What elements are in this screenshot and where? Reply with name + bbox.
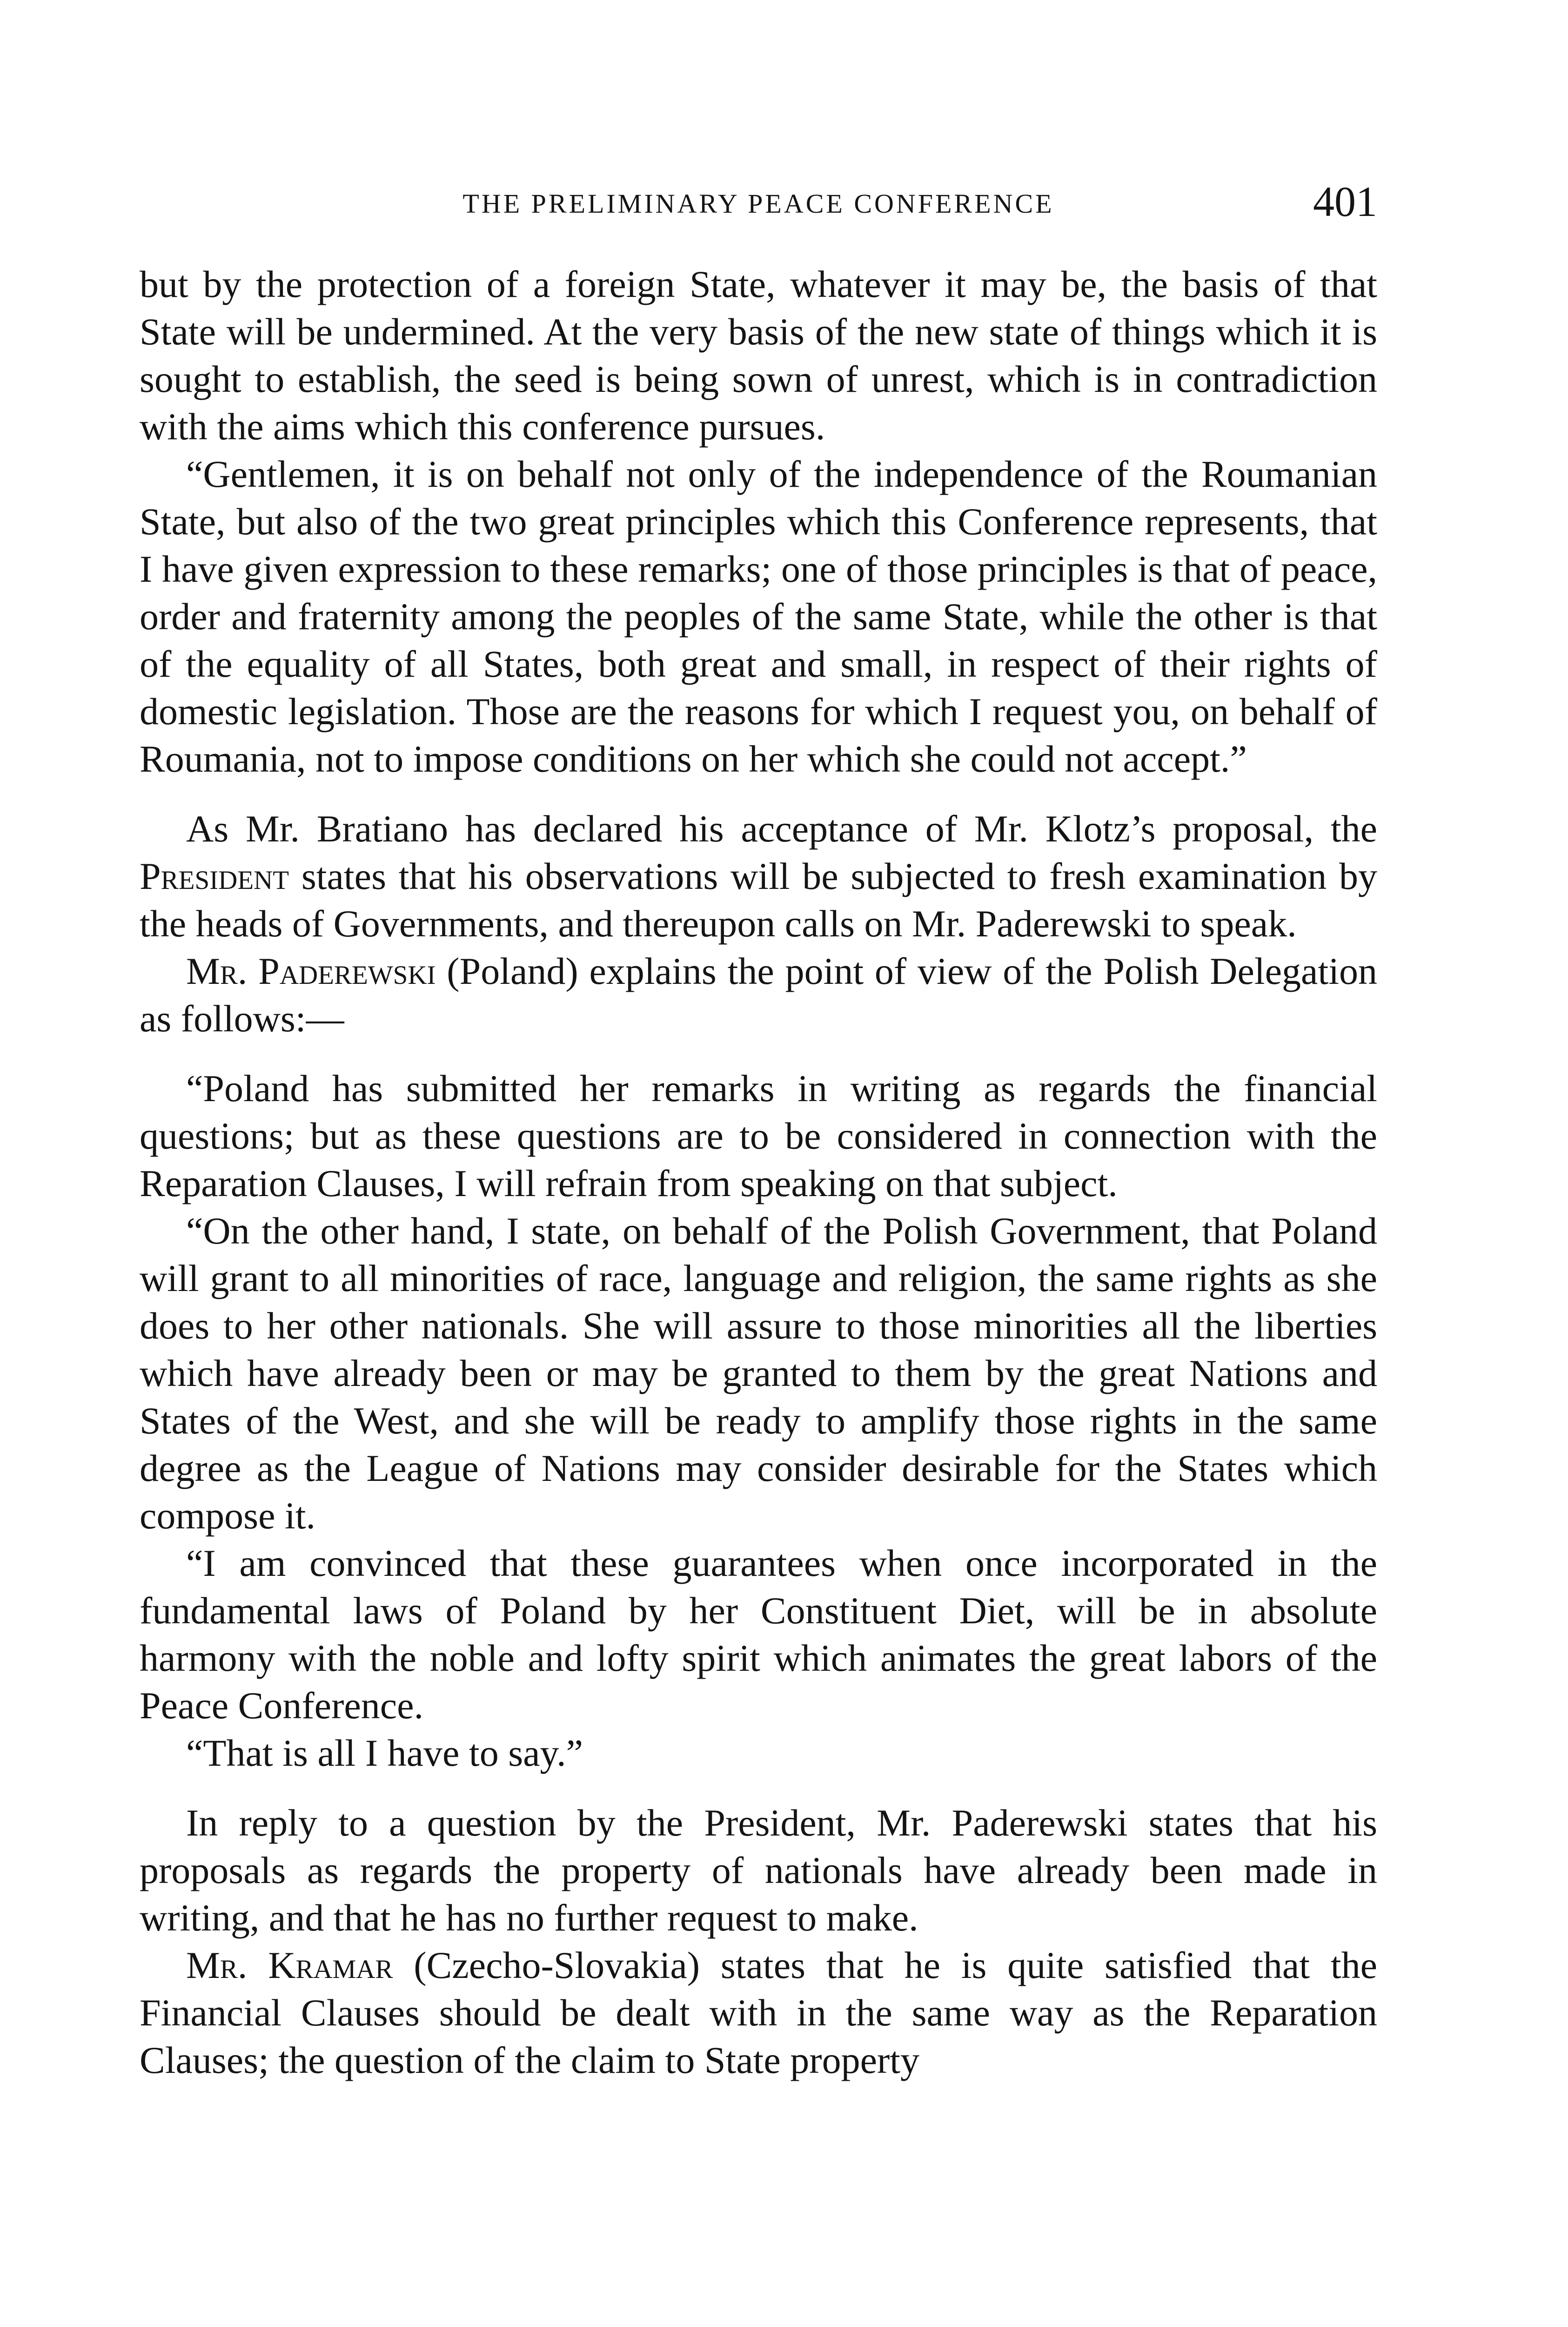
page-number: 401 — [1313, 178, 1377, 225]
paragraph-paderewski-closing: “That is all I have to say.” — [186, 1732, 583, 1774]
paragraph-continuation: but by the protection of a foreign State, whatever it may be, the basis of that State will be undermined. At the very basis of the new state of things which it is sought to establish, the seed is being sown of unrest, which is in contradiction with the aims which this conference pursues. — [140, 263, 1377, 448]
body-text — [140, 261, 1377, 2084]
speaker-name: Mr. Paderewski — [186, 950, 436, 992]
text-run: (Poland) explains the point of view of the Polish Delegation as follows:— — [140, 950, 1378, 1040]
paragraph-president-remark — [140, 805, 1377, 948]
text-run: (Czecho-Slovakia) states that he is quite satisfied that the Financial Clauses should be dealt with in the same way as the Reparation Clauses; the question of the claim to State property — [140, 1944, 1377, 2081]
paragraph-paderewski-minorities: “On the other hand, I state, on behalf of the Polish Government, that Poland will grant to all minorities of race, language and religion, the same rights as she does to her other nationals. She will assure to those minorities all the liberties which have already been or may be granted to them by the great Nations and States of the West, and she will be ready to amplify those rights in the same degree as the League of Nations may consider desirable for the States which compose it. — [140, 1210, 1377, 1537]
paragraph-paderewski-intro — [140, 948, 1377, 1042]
text-run: states that his observations will be subjected to fresh examination by the heads of Governments, and thereupon calls on Mr. Paderewski to speak. — [140, 855, 1377, 945]
paragraph-paderewski-financial: “Poland has submitted her remarks in writing as regards the financial questions; but as these questions are to be considered in connection with the Reparation Clauses, I will refrain from speaking on that subject. — [140, 1067, 1377, 1204]
paragraph-president-question: In reply to a question by the President, Mr. Paderewski states that his proposals as regards the property of nationals have already been made in writing, and that he has no further request to make. — [140, 1802, 1377, 1939]
page-header — [140, 177, 1377, 233]
running-head: THE PRELIMINARY PEACE CONFERENCE — [462, 188, 1054, 219]
speaker-name: Mr. Kramar — [186, 1944, 393, 1986]
speaker-name: President — [140, 855, 289, 897]
paragraph-bratiano-quote: “Gentlemen, it is on behalf not only of the independence of the Roumanian State, but also of the two great principles which this Conference represents, that I have given expression to these remarks; one of those principles is that of peace, order and fraternity among the peoples of the same State, while the other is that of the equality of all States, both great and small, in respect of their rights of domestic legislation. Those are the reasons for which I request you, on behalf of Roumania, not to impose conditions on her which she could not accept.” — [140, 453, 1377, 780]
text-run: As Mr. Bratiano has declared his acceptance of Mr. Klotz’s proposal, the — [186, 807, 1377, 850]
paragraph-paderewski-guarantees: “I am convinced that these guarantees when once incorporated in the fundamental laws of Poland by her Constituent Diet, will be in absolute harmony with the noble and lofty spirit which animates the great labors of the Peace Conference. — [140, 1542, 1377, 1727]
paragraph-kramar — [140, 1942, 1377, 2084]
